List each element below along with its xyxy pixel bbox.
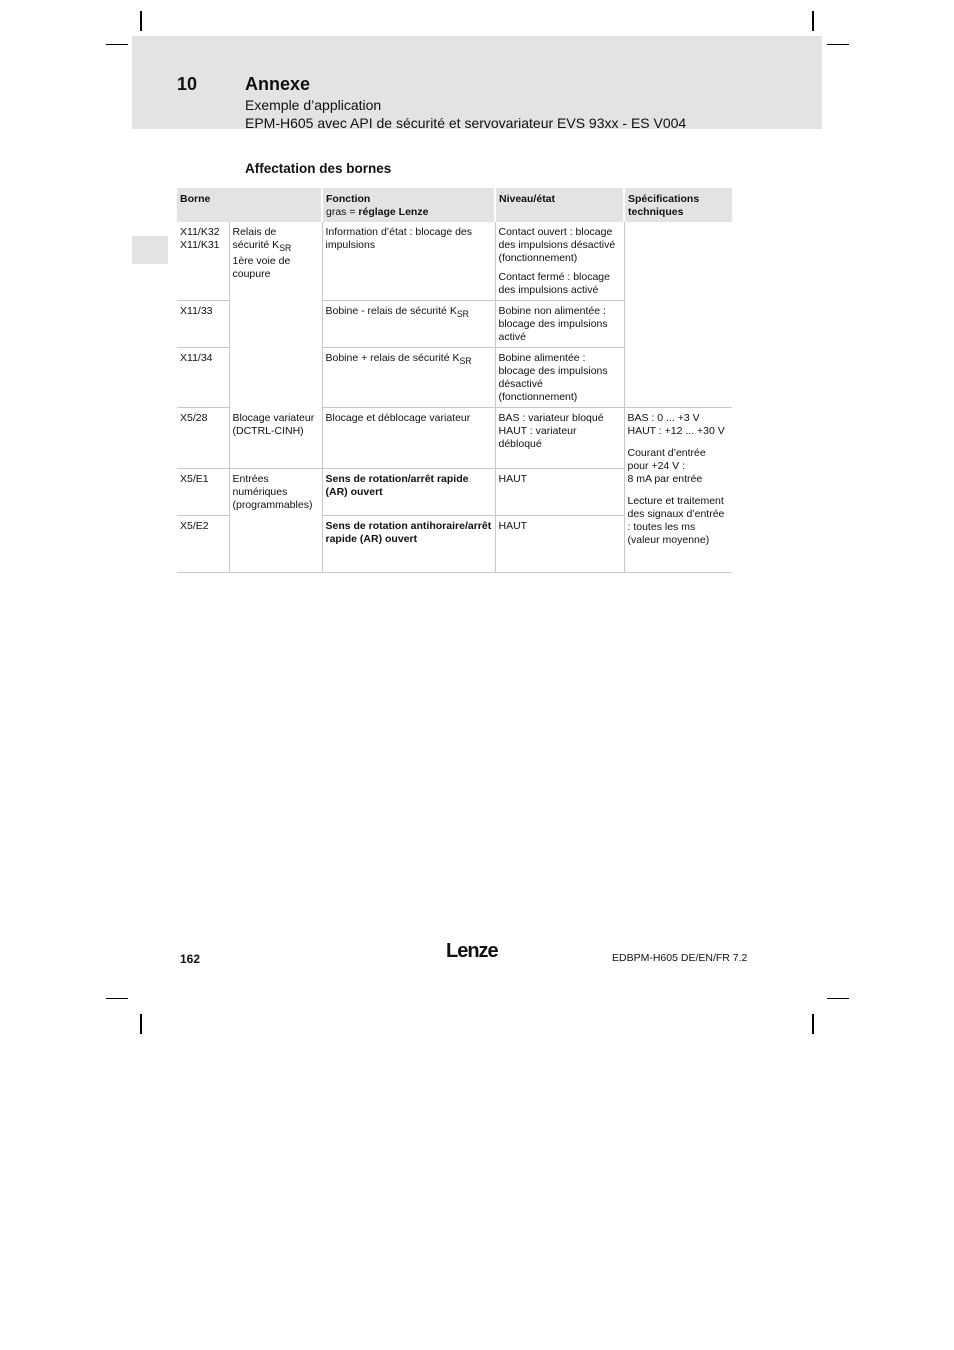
desc-line: coupure [232, 268, 271, 281]
crop-mark [140, 11, 142, 31]
function-cell [322, 301, 495, 348]
level-cell: HAUT [495, 469, 624, 516]
function-cell: Sens de rotation antihoraire/arrêt rapide (AR) ouvert [322, 516, 495, 573]
level-closed: Contact fermé : blocage des impulsions activé [498, 271, 610, 296]
crop-mark [827, 44, 849, 45]
function-cell: Information d’état : blocage des impulsions [322, 222, 495, 301]
function-cell [322, 348, 495, 408]
section-title: Affectation des bornes [245, 161, 392, 176]
level-cell: Bobine alimentée : blocage des impulsions désactivé (fonctionnement) [495, 348, 624, 408]
spec-current-value: 8 mA par entrée [627, 473, 703, 485]
spec-low: BAS : 0 ... +3 V [627, 412, 700, 424]
function-text: Bobine - relais de sécurité K [325, 305, 457, 317]
terminal-cell: X11/34 [177, 348, 229, 408]
crop-mark [106, 44, 128, 45]
desc-line [233, 239, 319, 255]
crop-mark [812, 11, 814, 31]
crop-mark [106, 998, 128, 999]
terminal-table [177, 188, 732, 573]
level-cell [495, 408, 624, 469]
description-cell [229, 222, 322, 408]
function-cell: Sens de rotation/arrêt rapide (AR) ouvert [322, 469, 495, 516]
header-fonction-note-prefix: gras = [326, 206, 359, 218]
subtitle-2: EPM-H605 avec API de sécurité et servovariateur EVS 93xx - ES V004 [245, 115, 687, 131]
level-high: HAUT : variateur débloqué [498, 425, 577, 450]
crop-mark [827, 998, 849, 999]
subtitle-1: Exemple d’application [245, 97, 382, 113]
level-cell: HAUT [495, 516, 624, 573]
desc-ksr: sécurité K [232, 239, 280, 251]
terminal-k31: X11/K31 [180, 239, 220, 251]
level-low: BAS : variateur bloqué [498, 412, 604, 424]
desc-ksr-sub: SR [279, 243, 292, 254]
description-cell: Blocage variateur (DCTRL-CINH) [229, 408, 322, 469]
crop-mark [812, 1014, 814, 1034]
function-cell: Blocage et déblocage variateur [322, 408, 495, 469]
header-spec [624, 188, 732, 222]
spec-current: Courant d’entrée pour +24 V : [627, 447, 706, 472]
description-cell: Entrées numériques (programmables) [229, 469, 322, 573]
function-text: Bobine + relais de sécurité K [325, 352, 460, 364]
spec-reading: Lecture et traitement des signaux d’entrée : toutes les ms (valeur moyenne) [627, 495, 725, 546]
header-borne: Borne [177, 188, 322, 222]
crop-mark [140, 1014, 142, 1034]
terminal-cell: X5/E2 [177, 516, 229, 573]
page-number: 162 [180, 952, 201, 966]
lenze-logo: Lenze [446, 940, 498, 962]
header-fonction-note [326, 206, 491, 219]
function-sub: SR [456, 309, 469, 320]
desc-line: 1ère voie de [232, 255, 291, 268]
level-cell: Bobine non alimentée : blocage des impulsions activé [495, 301, 624, 348]
header-fonction [322, 188, 495, 222]
document-id: EDBPM-H605 DE/EN/FR 7.2 [612, 952, 748, 964]
table-header-row [177, 188, 732, 222]
header-fonction-note-bold: réglage Lenze [358, 206, 429, 218]
terminal-cell: X5/E1 [177, 469, 229, 516]
header-spec-line-1: Spécifications [628, 193, 700, 205]
spec-cell [624, 408, 732, 573]
level-cell [495, 222, 624, 301]
header-spec-line-2: techniques [628, 206, 684, 218]
terminal-cell: X11/33 [177, 301, 229, 348]
spec-high: HAUT : +12 ... +30 V [627, 425, 725, 437]
chapter-tab [132, 236, 168, 264]
terminal-cell: X5/28 [177, 408, 229, 469]
header-fonction-title: Fonction [326, 193, 371, 205]
level-open: Contact ouvert : blocage des impulsions désactivé (fonctionnement) [498, 226, 616, 264]
desc-line: Relais de [232, 226, 277, 238]
terminal-k32: X11/K32 [180, 226, 220, 238]
function-sub: SR [459, 356, 472, 367]
terminal-cell [177, 222, 229, 301]
chapter-title: Annexe [245, 74, 311, 94]
header-niveau: Niveau/état [495, 188, 624, 222]
table-row [177, 222, 732, 301]
chapter-number: 10 [177, 74, 198, 94]
spec-cell-empty [624, 222, 732, 408]
table-row [177, 408, 732, 469]
